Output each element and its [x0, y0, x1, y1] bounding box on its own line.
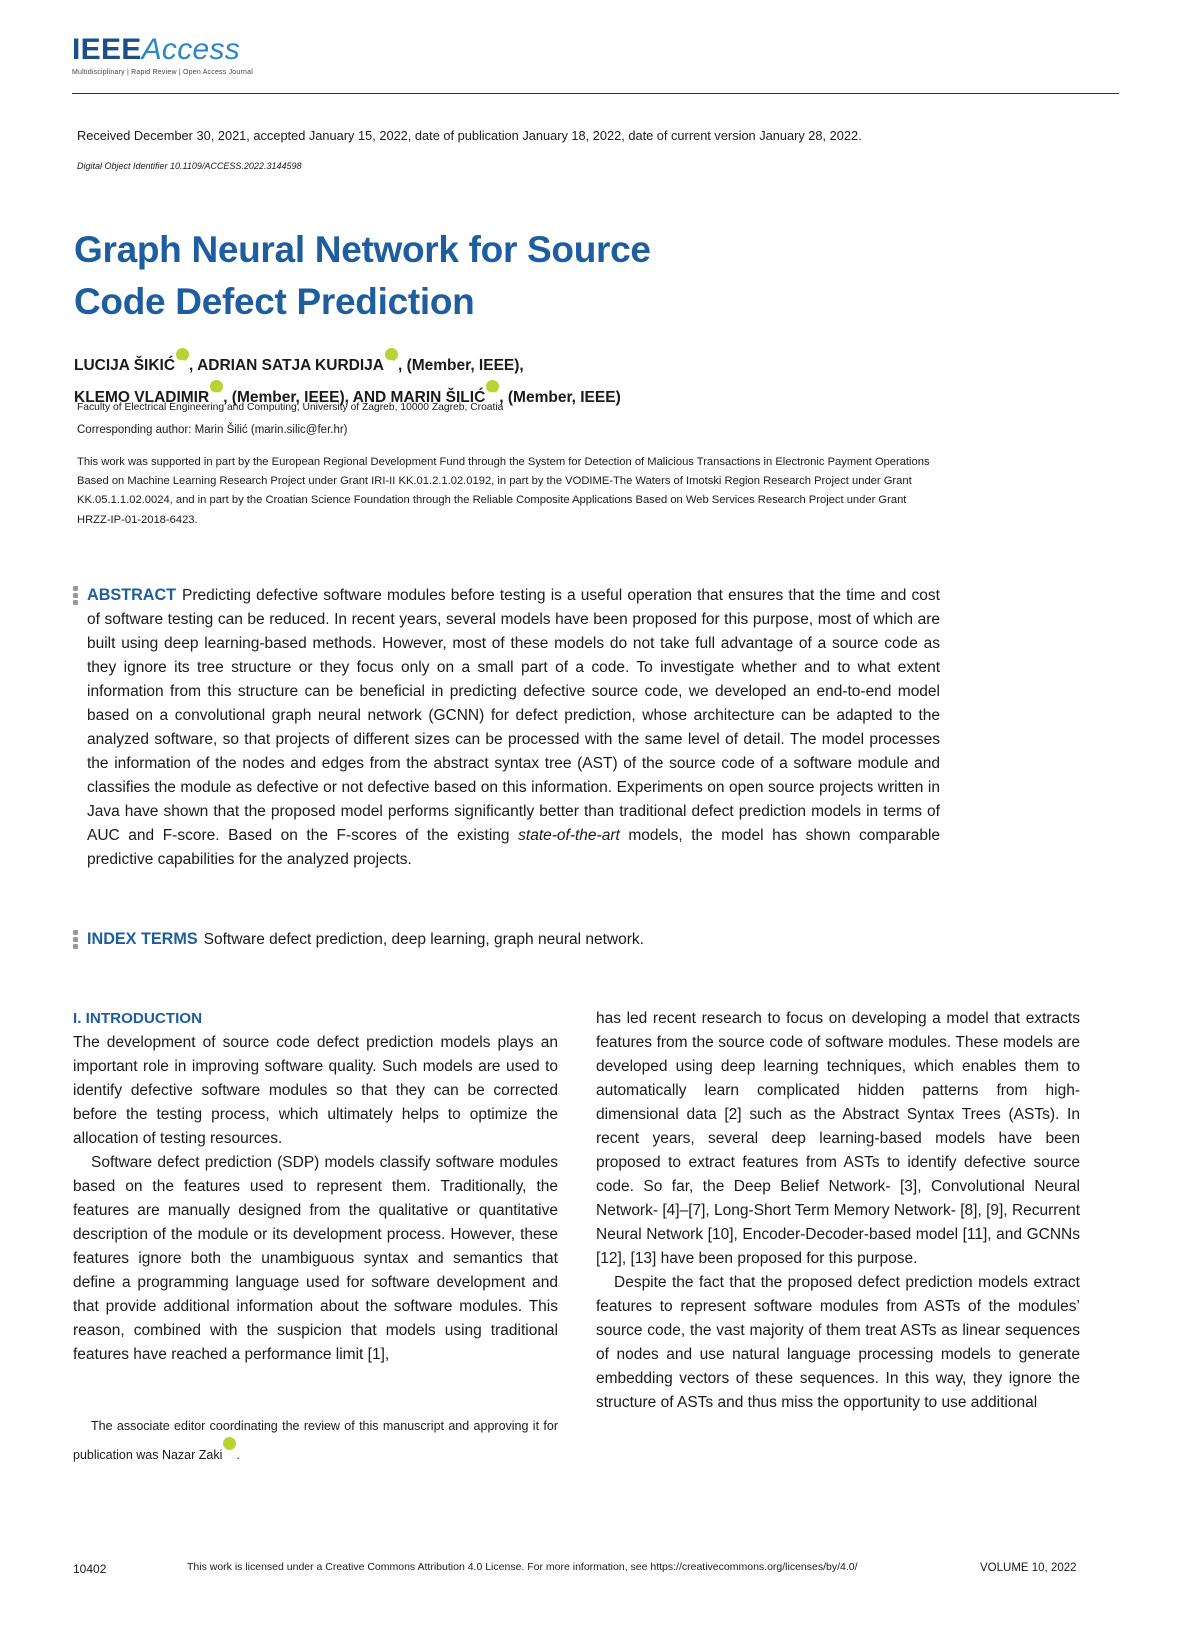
logo-ieee: IEEE: [72, 33, 142, 66]
index-terms: [87, 930, 644, 949]
orcid-icon[interactable]: [223, 1437, 236, 1450]
abstract-marker-icon: [73, 586, 79, 607]
intro-paragraph-4: Despite the fact that the proposed defect prediction models extract features to represent software modules from ASTs of the modules’ source code, the vast majority of them treat ASTs as linear sequences of nodes and use natural language processing models to generate embedding vectors of these sequences. In this way, they ignore the structure of ASTs and thus miss the opportunity to use additional: [596, 1274, 1080, 1411]
author-2-membership: , (Member, IEEE),: [397, 357, 524, 374]
page-number: 10402: [73, 1562, 107, 1576]
orcid-icon[interactable]: [385, 348, 398, 361]
orcid-icon[interactable]: [486, 380, 499, 393]
doi: Digital Object Identifier 10.1109/ACCESS.2022.3144598: [77, 161, 302, 171]
author-2: , ADRIAN SATJA KURDIJA: [189, 357, 384, 374]
volume-label: VOLUME 10, 2022: [980, 1562, 1077, 1574]
affiliation: Faculty of Electrical Engineering and Computing, University of Zagreb, 10000 Zagreb, Croatia: [77, 402, 504, 413]
author-3: KLEMO VLADIMIR: [74, 389, 210, 406]
left-column: [73, 1007, 558, 1367]
intro-paragraph-3: has led recent research to focus on developing a model that extracts features from the source code of software modules. These models are developed using deep learning techniques, which enables them to automatically learn complicated hidden patterns from high-dimensional data [2] such as the Abstract Syntax Trees (ASTs). In recent years, several deep learning-based models have been proposed to extract features from ASTs to identify defective source code. So far, the Deep Belief Network- [3], Convolutional Neural Network- [4]–[7], Long-Short Term Memory Network- [8], [9], Recurrent Neural Network [10], Encoder-Decoder-based model [11], and GCNNs [12], [13] have been proposed for this purpose.: [596, 1010, 1080, 1267]
abstract-heading: ABSTRACT: [87, 586, 177, 604]
license-notice: This work is licensed under a Creative Commons Attribution 4.0 License. For more information, see https://creativecommons.org/licenses/by/4.0/: [187, 1561, 858, 1573]
intro-paragraph-1: The development of source code defect prediction models plays an important role in improving software quality. Such models are used to identify defective software modules so that they can be corrected before the testing process, which ultimately helps to optimize the allocation of testing resources.: [73, 1034, 558, 1147]
abstract-tail: models, the model has shown comparable predictive capabilities for the analyzed projects.: [87, 827, 941, 868]
author-4-membership: , (Member, IEEE): [499, 389, 621, 406]
right-column: [596, 1007, 1080, 1415]
index-terms-marker-icon: [73, 930, 79, 951]
author-4: , (Member, IEEE), AND MARIN ŠILIĆ: [223, 389, 486, 406]
journal-logo: [72, 33, 253, 76]
logo-access: Access: [141, 33, 241, 66]
footnote-text: The associate editor coordinating the review of this manuscript and approving it for publication was Nazar Zaki: [73, 1419, 558, 1462]
funding-statement: This work was supported in part by the European Regional Development Fund through the System for Detection of Malicious Transactions in Electronic Payment Operations Based on Machine Learning Research Project under Grant IRI-II KK.01.2.1.02.0192, in part by the VODIME-The Waters of Imotski Region Research Project under Grant KK.05.1.1.02.0024, and in part by the Croatian Science Foundation through the Reliable Composite Applications Based on Web Services Research Project under Grant HRZZ-IP-01-2018-6423.: [77, 456, 930, 526]
editor-footnote: [73, 1416, 558, 1466]
paper-title: [74, 224, 874, 328]
abstract-body: Predicting defective software modules before testing is a useful operation that ensures that the time and cost of software testing can be reduced. In recent years, several models have been proposed for this purpose, most of which are built using deep learning-based methods. However, most of these models do not take full advantage of a source code as they ignore its tree structure or they focus only on a small part of a code. To investigate whether and to what extent information from this structure can be beneficial in predicting defective source code, we developed an end-to-end model based on a convolutional graph neural network (GCNN) for defect prediction, whose architecture can be adapted to the analyzed software, so that projects of different sizes can be processed with the same level of detail. The model processes the information of the nodes and edges from the abstract syntax tree (AST) of the source code of a software module and classifies the module as defective or not defective based on this information. Experiments on open source projects written in Java have shown that the proposed model performs significantly better than traditional defect prediction models in terms of AUC and F-score. Based on the F-scores of the existing: [87, 587, 940, 844]
logo-tagline: Multidisciplinary | Rapid Review | Open Access Journal: [72, 69, 253, 76]
abstract-italic-term: state-of-the-art: [518, 827, 620, 844]
corresponding-author: Corresponding author: Marin Šilić (marin.silic@fer.hr): [77, 424, 348, 436]
received-dates: Received December 30, 2021, accepted January 15, 2022, date of publication January 18, 2022, date of current version January 28, 2022.: [77, 128, 862, 143]
intro-paragraph-2: Software defect prediction (SDP) models classify software modules based on the features used to represent them. Traditionally, the features are manually designed from the qualitative or quantitative description of the module or its development process. However, these features ignore both the unambiguous syntax and semantics that define a programming language used for software development and that provide additional information about the software modules. This reason, combined with the suspicion that models using traditional features have reached a performance limit [1],: [73, 1154, 558, 1363]
index-terms-body: Software defect prediction, deep learning, graph neural network.: [203, 931, 644, 948]
author-1: LUCIJA ŠIKIĆ: [74, 357, 176, 374]
header-divider: [72, 93, 1119, 94]
title-line-1: Graph Neural Network for Source: [74, 229, 651, 270]
orcid-icon[interactable]: [210, 380, 223, 393]
index-terms-heading: INDEX TERMS: [87, 930, 198, 948]
abstract: [87, 583, 940, 872]
section-heading-introduction: I. INTRODUCTION: [73, 1010, 203, 1027]
orcid-icon[interactable]: [176, 348, 189, 361]
title-line-2: Code Defect Prediction: [74, 281, 475, 322]
